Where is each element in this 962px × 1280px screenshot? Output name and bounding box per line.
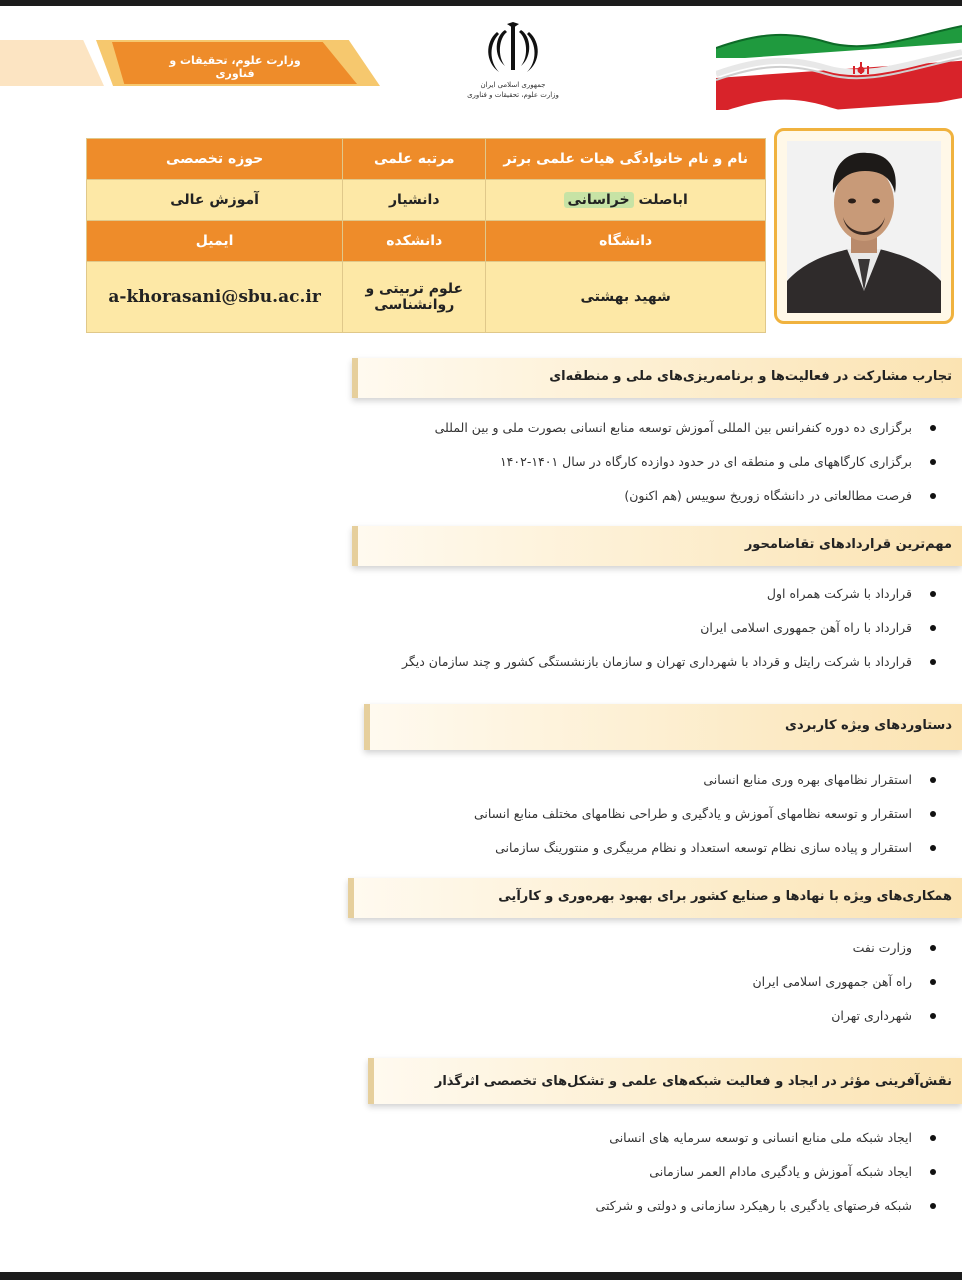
emblem-caption-line2: وزارت علوم، تحقیقات و فناوری xyxy=(467,91,559,99)
section-title: دستاوردهای ویژه کاربردی xyxy=(785,718,952,733)
list-item: وزارت نفت xyxy=(752,936,938,970)
bullet-icon xyxy=(930,811,936,817)
bullet-icon xyxy=(930,1203,936,1209)
list-item: ایجاد شبکه ملی منابع انسانی و توسعه سرمایه های انسانی xyxy=(596,1126,938,1160)
list-item: برگزاری ده دوره کنفرانس بین المللی آموزش توسعه منابع انسانی بصورت ملی و بین المللی xyxy=(435,416,938,450)
list-item: ایجاد شبکه آموزش و یادگیری مادام العمر سازمانی xyxy=(596,1160,938,1194)
list-item: برگزاری کارگاههای ملی و منطقه ای در حدود دوازده کارگاه در سال ۱۴۰۱-۱۴۰۲ xyxy=(435,450,938,484)
email-link[interactable]: a-khorasani@sbu.ac.ir xyxy=(108,287,321,307)
ministry-label: وزارت علوم، تحقیقات و فناوری xyxy=(169,54,301,80)
list-item: قرارداد با شرکت رایتل و قرداد با شهرداری تهران و سازمان بازنشستگی کشور و چند سازمان دیگر xyxy=(402,650,938,684)
table-header-row xyxy=(87,221,766,262)
list-item: راه آهن جمهوری اسلامی ایران xyxy=(752,970,938,1004)
bullet-icon xyxy=(930,1135,936,1141)
name-value xyxy=(486,180,766,221)
name-first: اباصلت xyxy=(638,192,688,208)
section-title: همکاری‌های ویژه با نهادها و صنایع کشور برای بهبود بهره‌وری و کارآیی xyxy=(498,889,952,904)
section-heading-accent xyxy=(352,526,358,566)
section-heading-accent xyxy=(368,1058,374,1104)
iran-emblem xyxy=(458,22,568,114)
list-item: شهرداری تهران xyxy=(752,1004,938,1038)
list-item: شبکه فرصتهای یادگیری با رهیکرد سازمانی و دولتی و شرکتی xyxy=(596,1194,938,1228)
university-header: دانشگاه xyxy=(486,221,766,262)
list-item: قرارداد با راه آهن جمهوری اسلامی ایران xyxy=(402,616,938,650)
collaborations-list xyxy=(752,936,938,1038)
field-value: آموزش عالی xyxy=(87,180,343,221)
list-item: استقرار نظامهای بهره وری منابع انسانی xyxy=(474,768,938,802)
networks-list xyxy=(596,1126,938,1228)
rank-header: مرتبه علمی xyxy=(343,139,486,180)
section-heading-accent xyxy=(364,704,370,750)
faculty-header: دانشکده xyxy=(343,221,486,262)
faculty-line1: علوم تربیتی و xyxy=(365,281,464,297)
faculty-info-table xyxy=(86,138,766,333)
list-item: استقرار و توسعه نظامهای آموزش و یادگیری و طراحی نظامهای مختلف منابع انسانی xyxy=(474,802,938,836)
section-heading-national-activities xyxy=(352,358,962,398)
email-header: ایمیل xyxy=(87,221,343,262)
bullet-icon xyxy=(930,659,936,665)
bullet-icon xyxy=(930,845,936,851)
list-item: فرصت مطالعاتی در دانشگاه زوریخ سوییس (هم اکنون) xyxy=(435,484,938,518)
section-heading-accent xyxy=(348,878,354,918)
ministry-ribbon xyxy=(0,40,380,86)
bullet-icon xyxy=(930,493,936,499)
emblem-icon xyxy=(483,22,543,80)
bullet-icon xyxy=(930,459,936,465)
university-value: شهید بهشتی xyxy=(486,262,766,333)
bullet-icon xyxy=(930,1169,936,1175)
list-item: استقرار و پیاده سازی نظام توسعه استعداد و نظام مربیگری و منتورینگ سازمانی xyxy=(474,836,938,870)
bottom-border xyxy=(0,1272,962,1280)
email-value xyxy=(87,262,343,333)
name-last-highlighted: خراسانی xyxy=(564,192,634,208)
table-header-row xyxy=(87,139,766,180)
section-heading-networks xyxy=(368,1058,962,1104)
section-title: تجارب مشارکت در فعالیت‌ها و برنامه‌ریزی‌های ملی و منطقه‌ای xyxy=(549,369,952,384)
section-heading-collaborations xyxy=(348,878,962,918)
bullet-icon xyxy=(930,591,936,597)
list-item: قرارداد با شرکت همراه اول xyxy=(402,582,938,616)
profile-photo-frame xyxy=(774,128,954,324)
contracts-list xyxy=(402,582,938,684)
section-heading-accent xyxy=(352,358,358,398)
person-portrait-icon xyxy=(787,141,941,313)
bullet-icon xyxy=(930,1013,936,1019)
profile-photo xyxy=(787,141,941,313)
bullet-icon xyxy=(930,425,936,431)
bullet-icon xyxy=(930,945,936,951)
bullet-icon xyxy=(930,625,936,631)
section-title: نقش‌آفرینی مؤثر در ایجاد و فعالیت شبکه‌های علمی و تشکل‌های تخصصی اثرگذار xyxy=(434,1074,952,1089)
bullet-icon xyxy=(930,777,936,783)
section-title: مهم‌ترین قراردادهای تقاضامحور xyxy=(744,537,952,552)
iran-flag xyxy=(716,24,962,110)
name-header: نام و نام خانوادگی هیات علمی برتر xyxy=(486,139,766,180)
faculty-value xyxy=(343,262,486,333)
emblem-caption xyxy=(458,80,568,100)
rank-value: دانشیار xyxy=(343,180,486,221)
national-activities-list xyxy=(435,416,938,518)
emblem-caption-line1: جمهوری اسلامی ایران xyxy=(480,81,546,89)
section-heading-contracts xyxy=(352,526,962,566)
top-border xyxy=(0,0,962,6)
section-heading-achievements xyxy=(364,704,962,750)
bullet-icon xyxy=(930,979,936,985)
flag-icon xyxy=(716,24,962,110)
table-value-row xyxy=(87,180,766,221)
field-header: حوزه تخصصی xyxy=(87,139,343,180)
table-value-row xyxy=(87,262,766,333)
faculty-line2: روانشناسی xyxy=(374,297,455,313)
achievements-list xyxy=(474,768,938,870)
